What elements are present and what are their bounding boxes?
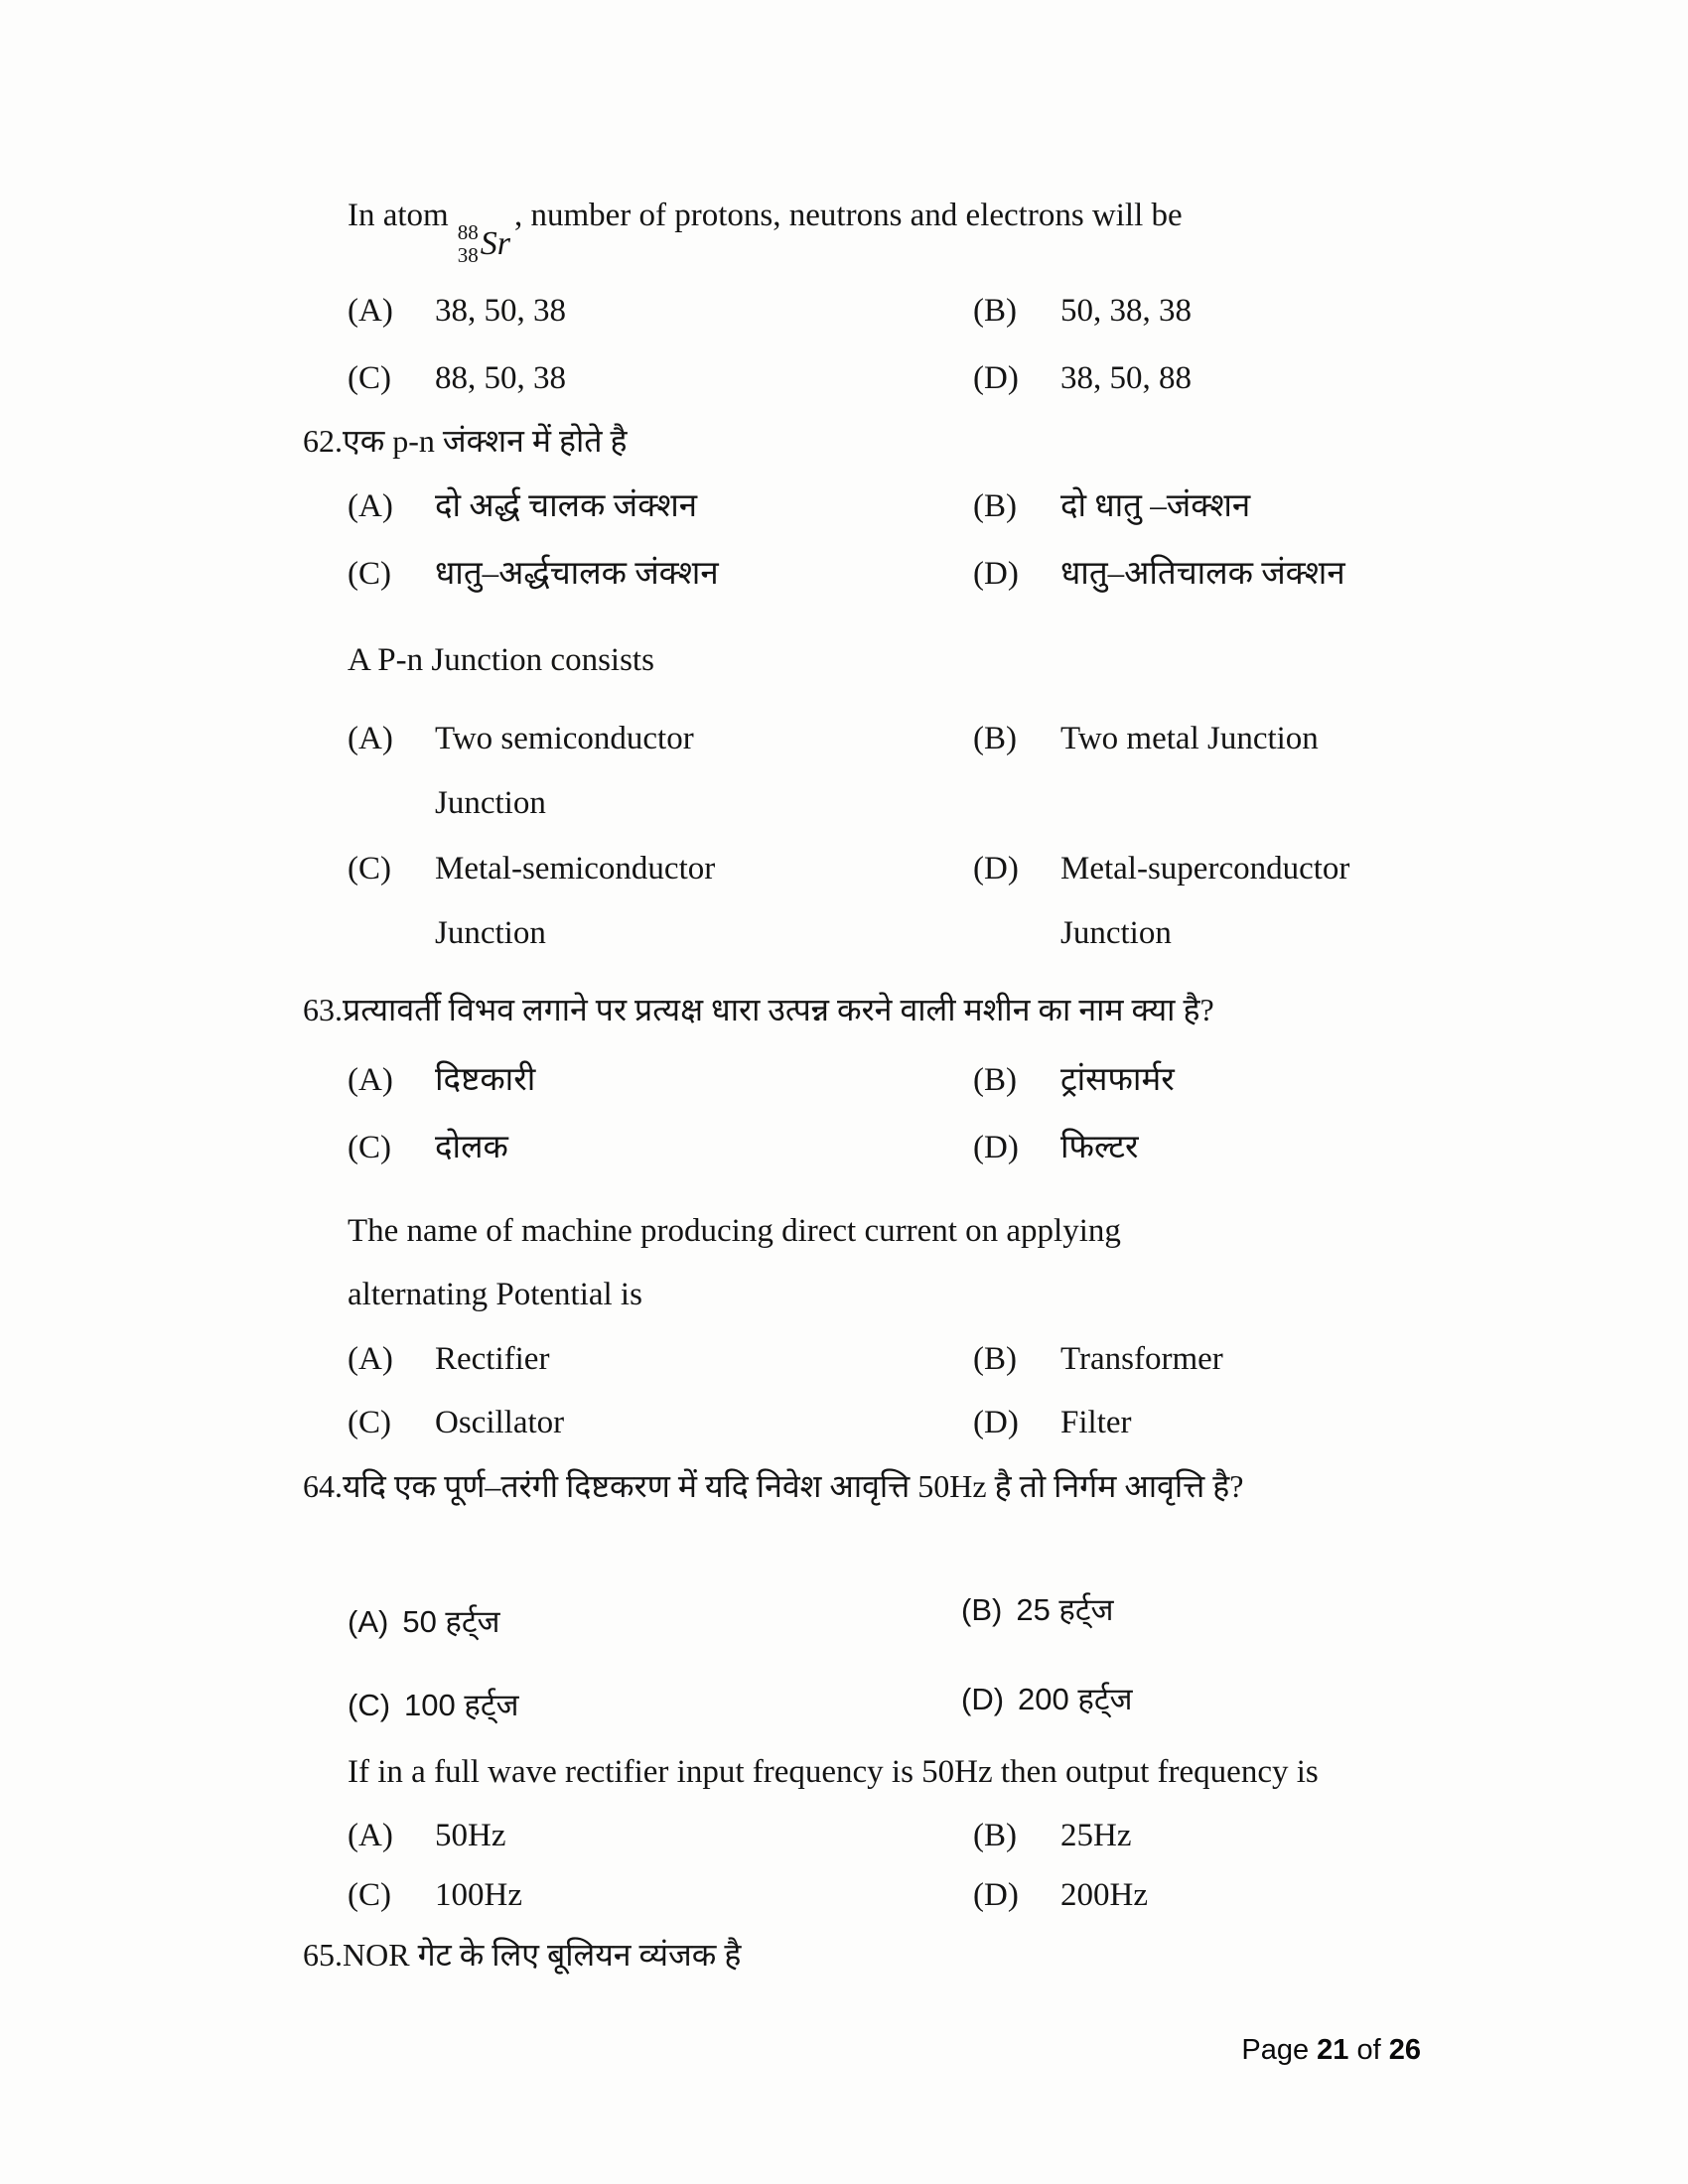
question-text: NOR गेट के लिए बूलियन व्यंजक है [343,1937,742,1973]
option-letter: (B) [973,1062,1017,1098]
question-64-stem-hindi [303,1453,1465,1519]
isotope-mass-number: 88 [457,220,479,244]
q64-option-b-hindi [961,1578,1114,1642]
option-label: 25 हर्ट्ज [1016,1592,1114,1627]
option-label: दो धातु –जंक्शन [1060,488,1251,524]
option-letter: (D) [973,851,1019,887]
footer-page-label: Page [1241,2034,1310,2066]
option-letter: (B) [961,1592,1003,1627]
question-number: 63. [303,992,343,1027]
isotope-symbol: Sr [480,225,510,262]
option-label: Two semiconductor Junction [435,721,694,821]
option-letter: (B) [973,293,1017,329]
option-label: 38, 50, 88 [1060,360,1192,396]
q63-option-a-english [348,1327,549,1391]
q62-option-b-hindi [973,475,1250,538]
q61-option-c [348,346,566,410]
option-letter: (B) [973,1341,1017,1377]
q63-option-a-hindi [348,1048,535,1112]
option-label: 200 हर्ट्ज [1018,1682,1133,1716]
option-label: Rectifier [435,1341,550,1377]
q62-option-d-hindi [973,542,1345,606]
option-letter: (D) [973,1877,1019,1913]
question-text: एक p-n जंक्शन में होते है [343,423,628,459]
option-letter: (C) [348,556,391,592]
option-letter: (C) [348,851,391,887]
option-letter: (A) [348,1062,393,1098]
option-label: 88, 50, 38 [435,360,566,396]
question-63-stem-hindi [303,978,1214,1041]
option-letter: (B) [973,721,1017,756]
option-label: 25Hz [1060,1818,1132,1853]
option-letter: (D) [973,556,1019,592]
option-label: Metal-superconductor Junction [1060,851,1350,951]
q62-option-b-english [973,707,1430,771]
footer-current-page: 21 [1317,2034,1349,2066]
q62-option-a-english [348,707,804,836]
q63-option-d-english [973,1391,1132,1454]
option-label: 50, 38, 38 [1060,293,1192,329]
page-footer [1241,2033,1421,2067]
isotope-notation [458,212,510,276]
option-label: फिल्टर [1060,1130,1139,1165]
option-label: 200Hz [1060,1877,1148,1913]
option-letter: (A) [348,721,393,756]
q61-option-d [973,346,1192,410]
isotope-atomic-number: 38 [457,243,479,267]
option-label: 38, 50, 38 [435,293,566,329]
option-label: दो अर्द्ध चालक जंक्शन [435,488,698,524]
option-letter: (D) [973,1130,1019,1165]
question-61-stem [348,184,1183,276]
q63-option-c-hindi [348,1116,508,1179]
option-letter: (C) [348,1405,391,1440]
q63-option-c-english [348,1391,564,1454]
option-letter: (D) [973,1405,1019,1440]
option-label: Filter [1060,1405,1132,1440]
question-number: 62. [303,423,343,459]
option-label: दिष्टकारी [435,1062,536,1098]
q64-option-d-hindi [961,1668,1132,1731]
option-letter: (A) [348,1341,393,1377]
option-label: Transformer [1060,1341,1223,1377]
option-letter: (D) [973,360,1019,396]
option-label: 100 हर्ट्ज [404,1688,519,1722]
q64-option-c-english [348,1863,522,1927]
question-64-stem-english: If in a full wave rectifier input frequency is 50Hz then output frequency is [348,1754,1319,1790]
q61-option-a [348,279,566,342]
option-letter: (C) [348,360,391,396]
option-label: 100Hz [435,1877,522,1913]
option-letter: (B) [973,488,1017,524]
option-letter: (A) [348,488,393,524]
q64-option-c-hindi [348,1674,518,1737]
q64-option-d-english [973,1863,1148,1927]
question-text: यदि एक पूर्ण–तरंगी दिष्टकरण में यदि निवेश आवृत्ति 50Hz है तो निर्गम आवृत्ति है? [343,1468,1244,1504]
question-number: 65. [303,1937,343,1973]
option-label: 50 हर्ट्ज [402,1604,500,1639]
option-letter: (A) [348,1604,389,1639]
option-label: धातु–अर्द्धचालक जंक्शन [435,556,719,592]
q61-option-b [973,279,1192,342]
question-63-stem-english: The name of machine producing direct current on applying alternating Potential is [348,1213,1121,1312]
option-label: Oscillator [435,1405,565,1440]
option-letter: (C) [348,1688,391,1722]
option-label: Metal-semiconductor Junction [435,851,716,951]
option-label: धातु–अतिचालक जंक्शन [1060,556,1345,592]
q63-option-b-hindi [973,1048,1175,1112]
option-letter: (A) [348,1818,393,1853]
question-65-stem [303,1923,741,1986]
q64-option-a-english [348,1804,505,1867]
q62-option-c-english [348,837,804,966]
q61-stem-suffix: , number of protons, neutrons and electrons will be [513,198,1183,233]
question-text: प्रत्यावर्ती विभव लगाने पर प्रत्यक्ष धारा उत्पन्न करने वाली मशीन का नाम क्या है? [343,992,1214,1027]
option-letter: (C) [348,1130,391,1165]
question-62-stem-hindi [303,409,628,473]
footer-of-label: of [1356,2034,1381,2066]
option-letter: (D) [961,1682,1005,1716]
question-62-stem-english: A P-n Junction consists [348,642,654,678]
question-number: 64. [303,1468,343,1504]
option-label: ट्रांसफार्मर [1060,1062,1175,1098]
q62-option-d-english [973,837,1430,966]
option-letter: (B) [973,1818,1017,1853]
option-label: 50Hz [435,1818,506,1853]
option-letter: (A) [348,293,393,329]
option-label: दोलक [435,1130,508,1165]
q62-option-a-hindi [348,475,697,538]
footer-total-pages: 26 [1388,2034,1421,2066]
q63-option-d-hindi [973,1116,1139,1179]
option-letter: (C) [348,1877,391,1913]
option-label: Two metal Junction [1060,721,1319,756]
q64-option-a-hindi [348,1590,500,1654]
q62-option-c-hindi [348,542,719,606]
q64-option-b-english [973,1804,1131,1867]
q63-option-b-english [973,1327,1223,1391]
isotope-numbers [458,221,479,267]
q61-stem-prefix: In atom [348,198,449,233]
